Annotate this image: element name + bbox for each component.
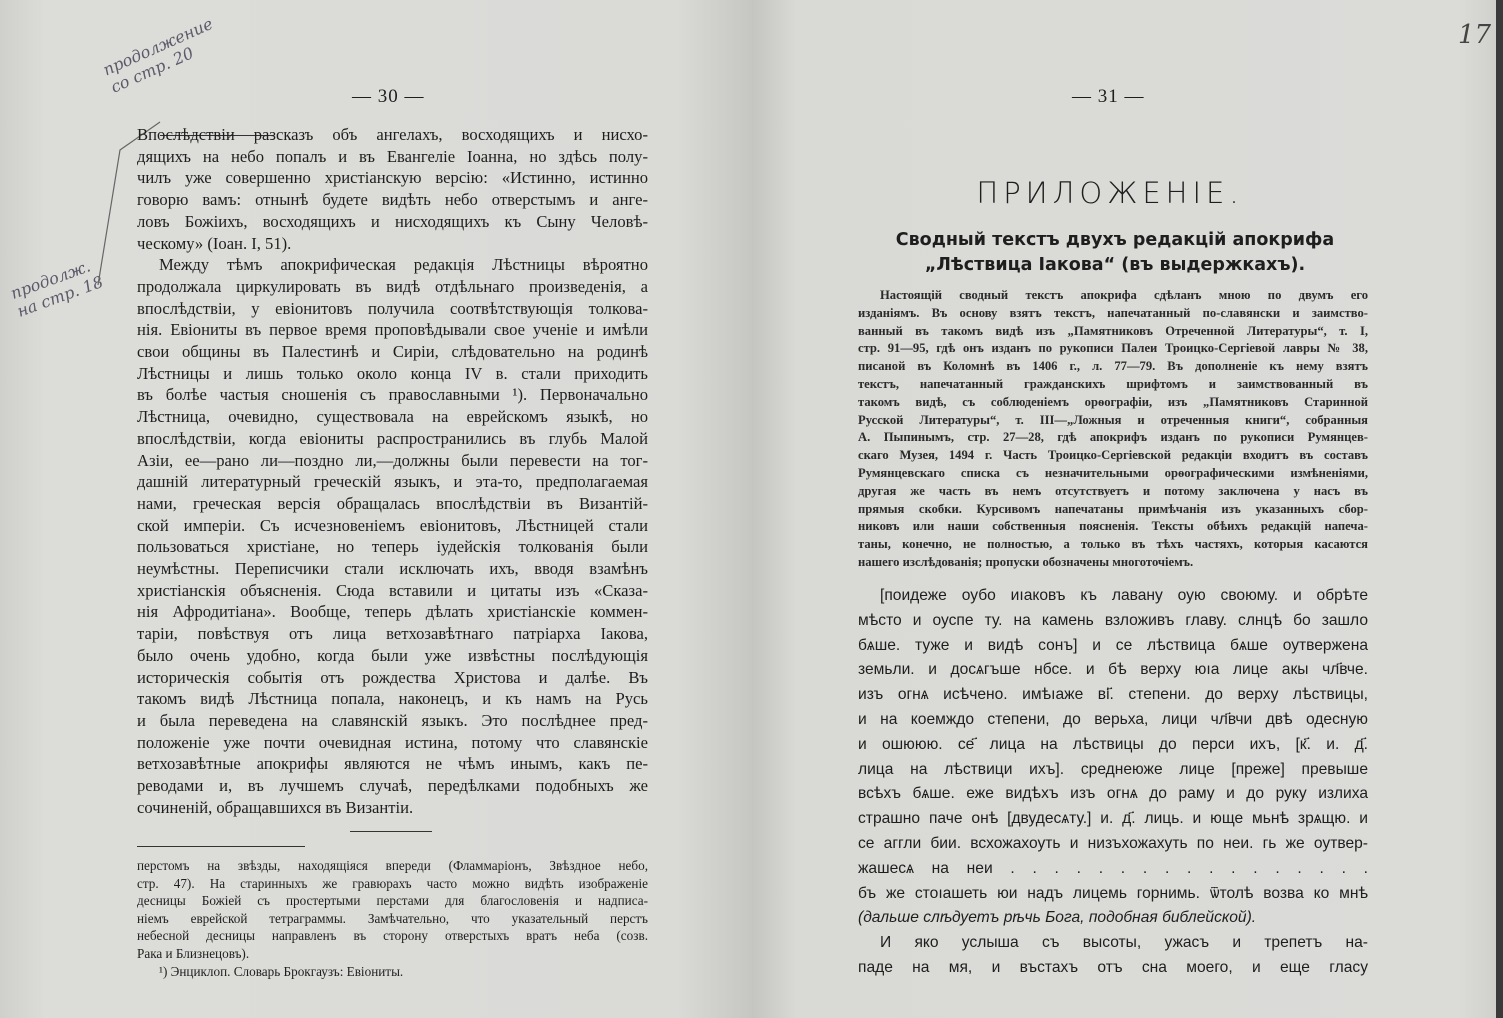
text-line: такомъ видѣ Лѣстница попала, наконецъ, и къ намъ на Русь bbox=[137, 689, 648, 709]
text-line: стр. 47). На старинныхъ же гравюрахъ часто можно видѣть изображеніе bbox=[137, 875, 648, 891]
text-line: другая же часть въ немъ отсутствуетъ и потому заключена у насъ въ bbox=[858, 483, 1368, 498]
text-line: и на коемждо степени, до верьха, лици чл҃вчи двѣ одесную bbox=[858, 710, 1368, 728]
page-number-left: — 30 — bbox=[352, 86, 425, 107]
text-line: Впослѣдствіи разсказъ объ ангелахъ, восходящихъ и нисхо- bbox=[137, 125, 648, 144]
text-line: нами, греческая версія обращалась впослѣдствіи въ Византій- bbox=[137, 493, 648, 513]
text-line: бъ же стоıашеть юи надъ лицемь горнимь. ѿтолѣ возва ко мнѣ bbox=[858, 884, 1368, 902]
text-line: земьли. и досѧгъше нбсе. и бѣ верху юıа лице акы чл҃вче. bbox=[858, 661, 1368, 679]
text-line: впослѣдствіи, когда евіониты распространились въ глубь Малой bbox=[137, 428, 648, 448]
text-line: А. Пыпинымъ, стр. 27—28, гдѣ апокрифъ изданъ по рукописи Румянцев- bbox=[858, 430, 1368, 445]
text-line: Румянцевскаго списка съ незначительными орѳографическими измѣненіями, bbox=[858, 465, 1368, 480]
text-line: десницы Божіей съ простертыми перстами для благословенія и надписа- bbox=[137, 893, 648, 909]
text-line: нія. Евіониты въ первое время проповѣдывали свое ученіе и имѣли bbox=[137, 320, 648, 340]
text-line: христіанскія объясненія. Сюда вставили и цитаты изъ «Сказа- bbox=[137, 580, 648, 600]
handwritten-sheet-number: 17 bbox=[1458, 20, 1492, 50]
text-line: прямыя скобки. Курсивомъ напечатаны примѣчанія изъ указанныхъ сбор- bbox=[858, 501, 1368, 516]
text-line: историческія событія отъ рождества Христова и далѣе. Въ bbox=[137, 667, 648, 687]
text-line: продолжала циркулировать въ видѣ отдѣльнаго произведенія, а bbox=[137, 276, 648, 296]
handwritten-top-note: продолжение со стр. 20 bbox=[100, 13, 216, 97]
footnotes bbox=[137, 857, 648, 980]
text-line: ловъ Божіихъ, восходящихъ и нисходящихъ къ Сыну Человѣ- bbox=[137, 211, 648, 231]
text-line: дящихъ на небо попалъ и въ Евангеліе Іоанна, но здѣсь полу- bbox=[137, 146, 648, 166]
text-line: изъ огнѧ исѣчено. имѣıаже ві҃. степени. до верху лѣствицы, bbox=[858, 686, 1368, 704]
text-line: текстъ, напечатанный гражданскихъ шрифтомъ и заимствованный въ bbox=[858, 376, 1368, 391]
intro-paragraph bbox=[858, 287, 1368, 572]
text-line: впослѣдствіи, у евіонитовъ получила соотвѣтствующія толкова- bbox=[137, 298, 648, 318]
text-line: въ болѣе частыя сношенія съ православными ¹). Первоначально bbox=[137, 385, 648, 405]
text-line: жашесѧ на неи . . . . . . . . . . . . . . . . . bbox=[858, 859, 1368, 877]
text-line: всѣхъ бѧше. еже видѣхъ изъ огнѧ до раму и до руку излиха bbox=[858, 785, 1368, 803]
text-line: се аггли бии. всхожахоуть и низъхожахуть по неи. гь же оутвер- bbox=[858, 834, 1368, 852]
text-line: писаной въ Коломнѣ въ 1406 г., л. 77—79. Въ дополненіе къ нему взятъ bbox=[858, 359, 1368, 374]
text-line: сочиненій, обращавшихся въ Византіи. bbox=[137, 797, 414, 817]
text-line: Настоящій сводный текстъ апокрифа сдѣланъ мною по двумъ его bbox=[880, 288, 1368, 302]
text-line: никовъ или наши собственныя поясненія. Тексты обѣихъ редакцій напеча- bbox=[858, 519, 1368, 534]
text-line: паде на мя, и въстахъ отъ сна моего, и еще гласу bbox=[858, 958, 1368, 976]
text-line: пользоваться христіане, но теперь іудейскія толкованія были bbox=[137, 537, 648, 557]
text-line: положеніе уже почти очевидная истина, потому что славянскіе bbox=[137, 732, 648, 752]
text-line: чилъ уже совершенно христіанскую версію: «Истинно, истинно bbox=[137, 168, 648, 188]
page-number-right: — 31 — bbox=[1072, 86, 1145, 107]
text-line: говорю вамъ: отнынѣ будете видѣть небо отверстымъ и анге- bbox=[137, 190, 648, 210]
text-line: бѧше. туже и видѣ сонъ] и се лѣствица бѧше оутвержена bbox=[858, 636, 1368, 654]
text-line: ніемъ еврейской тетраграммы. Замѣчательно, что указательный перстъ bbox=[137, 910, 648, 926]
text-line: таны, конечно, не полностью, а только въ тѣхъ частяхъ, которыя касаются bbox=[858, 537, 1368, 552]
text-line: И яко услыша съ высоты, ужасъ и трепетъ на- bbox=[880, 934, 1368, 952]
text-line: неумѣстны. Переписчики стали исключать ихъ, вводя взамѣнъ bbox=[137, 559, 648, 579]
text-line: скаго Музея, 1494 г. Часть Троицко-Сергіевской редакціи входитъ въ составъ bbox=[858, 448, 1368, 463]
left-body-text bbox=[137, 124, 648, 819]
book-edge bbox=[1496, 0, 1503, 1018]
text-line: [поидеже оубо иıаковъ къ лавану оую своюму. и обрѣте bbox=[880, 587, 1368, 604]
text-line: нашего изслѣдованія; пропуски обозначены многоточіемъ. bbox=[858, 554, 1194, 569]
text-line: перстомъ на звѣзды, находящіяся впереди (Фламмаріонъ, Звѣздное небо, bbox=[137, 858, 648, 873]
footnote-rule bbox=[137, 846, 305, 847]
text-line: страшно паче онѣ [двудесѧту.] и. д҃. лиць. и юще мьнѣ зрѧщю. и bbox=[858, 810, 1368, 828]
text-line: нія Афродитіана». Вообще, теперь дѣлать христіанскіе коммен- bbox=[137, 602, 648, 622]
text-line: и ошююю. се҃ лица на лѣствицы до перси ихъ, [к҃. и. д҃. bbox=[858, 735, 1368, 753]
text-line: стр. 91—95, гдѣ онъ изданъ по рукописи Палеи Троицко-Сергіевой лавры № 38, bbox=[858, 341, 1368, 356]
slavonic-text bbox=[858, 584, 1368, 981]
text-line: (дальше слѣдуетъ рѣчь Бога, подобная библейской). bbox=[858, 909, 1257, 927]
text-line: и была переведена на славянскій языкъ. Это послѣднее пред- bbox=[137, 710, 648, 730]
text-line: Рака и Близнецовъ). bbox=[137, 945, 250, 961]
text-line: Лѣстница, очевидно, существовала на еврейскомъ языкѣ, но bbox=[137, 407, 648, 427]
text-line: изданіямъ. Въ основу взятъ текстъ, напечатанный по-славянски и заимство- bbox=[858, 305, 1368, 320]
text-line: таріи, повѣствуя отъ лица ветхозавѣтнаго патріарха Іакова, bbox=[137, 624, 648, 644]
text-line: Русской Литературы“, т. III—„Ложныя и отреченныя книги“, собранныя bbox=[858, 412, 1368, 427]
text-line: Лѣстницы и лишь только около конца IV в. стали приходить bbox=[137, 363, 648, 383]
text-line: ской имперіи. Съ исчезновеніемъ евіонитовъ, Лѣстницей стали bbox=[137, 515, 648, 535]
text-line: ческому» (Іоан. I, 51). bbox=[137, 233, 292, 253]
text-line: дашній литературный греческій языкъ, и эта-то, предполагаемая bbox=[137, 472, 648, 492]
text-line: реводами и, въ лучшемъ случаѣ, передѣлками подобныхъ же bbox=[137, 776, 648, 796]
appendix-title: ПРИЛОЖЕНІЕ. bbox=[976, 176, 1244, 210]
handwritten-margin-note: продолж. на стр. 18 bbox=[8, 256, 106, 321]
text-line: такомъ видѣ, съ соблюденіемъ орѳографіи, изъ „Памятниковъ Старинной bbox=[858, 394, 1368, 409]
text-line: ванный въ такомъ видѣ изъ „Памятниковъ Отреченной Литературы“, т. I, bbox=[858, 323, 1368, 338]
subtitle-line-1: Сводный текстъ двухъ редакцій апокрифа bbox=[895, 230, 1335, 250]
section-rule bbox=[350, 831, 432, 832]
text-line: ветхозавѣтные апокрифы являются не чѣмъ инымъ, какъ пе- bbox=[137, 754, 648, 774]
text-line: было очень удобно, когда были уже извѣстны послѣдующія bbox=[137, 645, 648, 665]
text-line: лица на лѣствици ихъ]. среднеюже лице [преже] превыше bbox=[858, 760, 1368, 778]
text-line: Азіи, ее—рано ли—поздно ли,—должны были перевести на тог- bbox=[137, 450, 648, 470]
text-line: ¹) Энциклоп. Словарь Брокгаузъ: Евіониты. bbox=[159, 963, 404, 979]
text-line: небесной десницы направленъ въ сторону отверстыхъ вратъ неба (созв. bbox=[137, 928, 648, 944]
subtitle-line-2: „Лѣствица Іакова“ (въ выдержкахъ). bbox=[924, 255, 1306, 275]
text-line: мѣсто и оуспе ту. на камень взложивъ главу. слнцѣ бо зашло bbox=[858, 611, 1368, 629]
text-line: Между тѣмъ апокрифическая редакція Лѣстницы вѣроятно bbox=[159, 255, 648, 275]
text-line: свои общины въ Палестинѣ и Сиріи, слѣдовательно на родинѣ bbox=[137, 342, 648, 362]
